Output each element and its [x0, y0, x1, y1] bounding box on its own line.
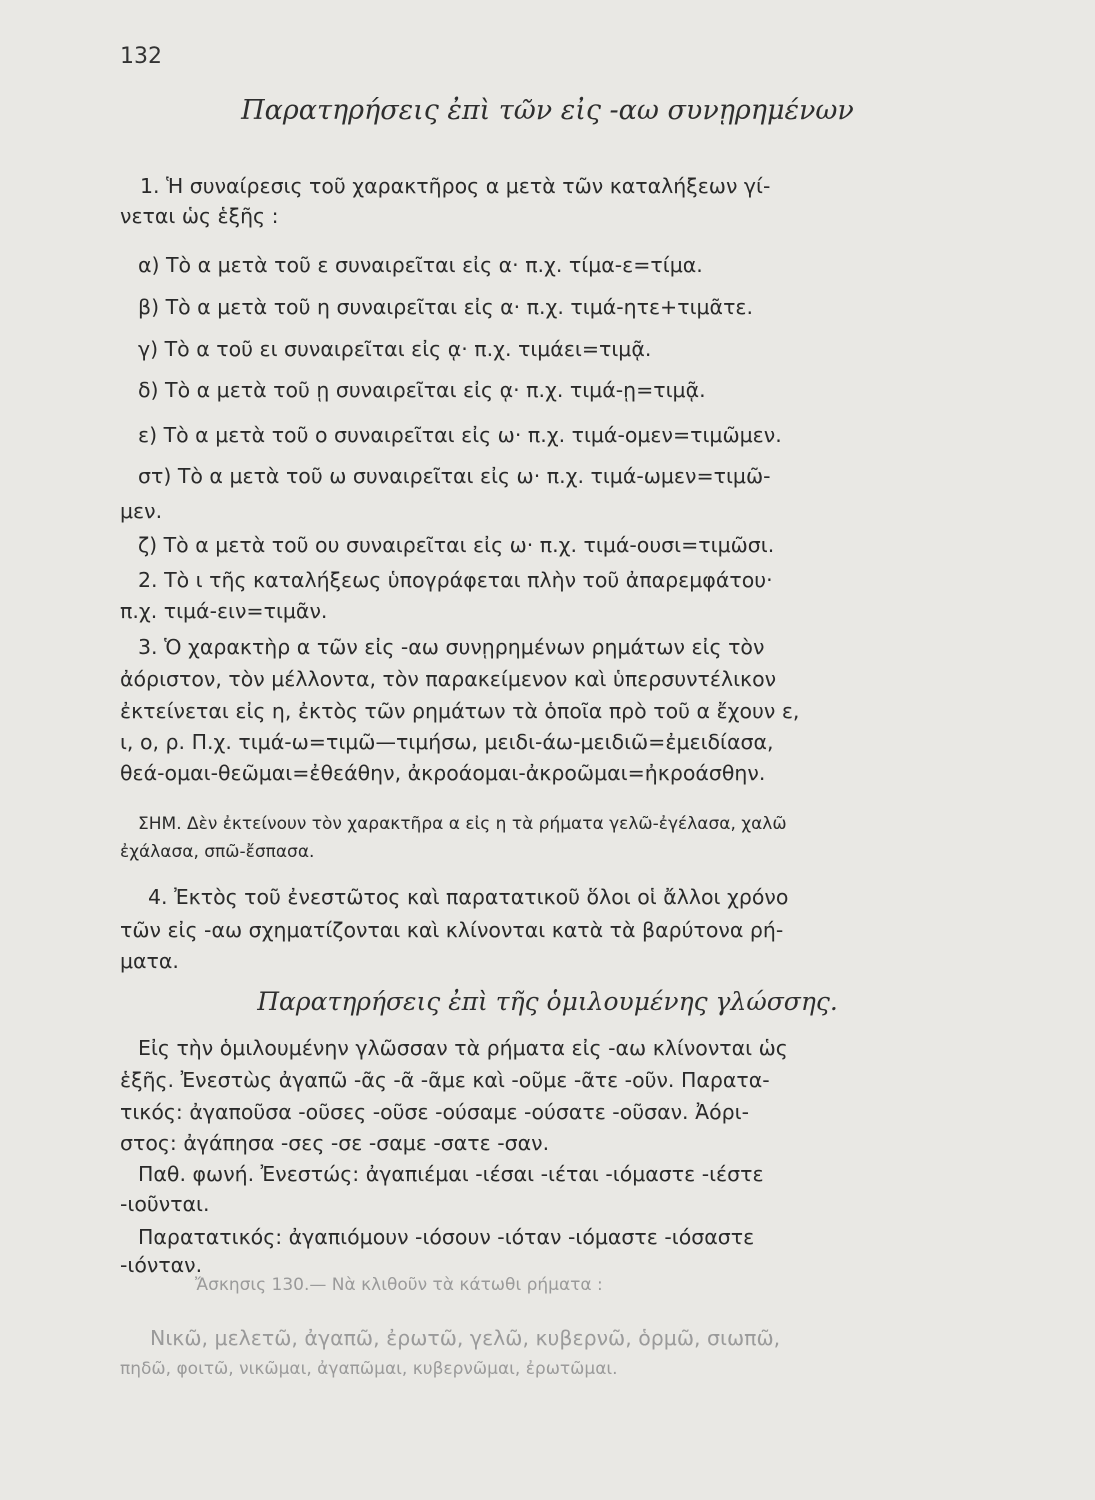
text-line: 2. Τὸ ι τῆς καταλήξεως ὑπογράφεται πλὴν τοῦ ἀπαρεμφάτου·	[138, 568, 773, 592]
note-line: ἐχάλασα, σπῶ-ἔσπασα.	[120, 842, 315, 862]
text-line: 3. Ὁ χαρακτὴρ α τῶν εἰς -αω συνῃρημένων ρημάτων εἰς τὸν	[138, 635, 765, 659]
text-line: ζ) Τὸ α μετὰ τοῦ ου συναιρεῖται εἰς ω· π.χ. τιμά-ουσι=τιμῶσι.	[138, 533, 775, 557]
text-line: Παρατατικός: ἀγαπιόμουν -ιόσουν -ιόταν -ιόμαστε -ιόσαστε	[138, 1225, 755, 1249]
text-line: -ιοῦνται.	[120, 1192, 210, 1216]
text-line: -ιόνταν.	[120, 1253, 203, 1277]
text-line: στ) Τὸ α μετὰ τοῦ ω συναιρεῖται εἰς ω· π.χ. τιμά-ωμεν=τιμῶ-	[138, 464, 771, 488]
text-line: ματα.	[120, 949, 179, 973]
text-line: γ) Τὸ α τοῦ ει συναιρεῖται εἰς ᾳ· π.χ. τιμάει=τιμᾷ.	[138, 337, 652, 361]
text-line: νεται ὡς ἑξῆς :	[120, 204, 279, 228]
text-line: 1. Ἡ συναίρεσις τοῦ χαρακτῆρος α μετὰ τῶν καταλήξεων γί-	[140, 174, 771, 198]
text-line: ἀόριστον, τὸν μέλλοντα, τὸν παρακείμενον καὶ ὑπερσυντέλικον	[120, 667, 777, 691]
text-line: στος: ἀγάπησα -σες -σε -σαμε -σατε -σαν.	[120, 1131, 550, 1155]
text-line: β) Τὸ α μετὰ τοῦ η συναιρεῖται εἰς α· π.χ. τιμά-ητε+τιμᾶτε.	[138, 295, 754, 319]
text-line: τῶν εἰς -αω σχηματίζονται καὶ κλίνονται κατὰ τὰ βαρύτονα ρή-	[120, 918, 784, 942]
text-line: ἐκτείνεται εἰς η, ἐκτὸς τῶν ρημάτων τὰ ὁποῖα πρὸ τοῦ α ἔχουν ε,	[120, 699, 800, 723]
text-line: π.χ. τιμά-ειν=τιμᾶν.	[120, 599, 328, 623]
exercise-line: Νικῶ, μελετῶ, ἀγαπῶ, ἐρωτῶ, γελῶ, κυβερνῶ, ὁρμῶ, σιωπῶ,	[150, 1326, 781, 1350]
page-number: 132	[120, 44, 162, 69]
text-line: ε) Τὸ α μετὰ τοῦ ο συναιρεῖται εἰς ω· π.χ. τιμά-ομεν=τιμῶμεν.	[138, 423, 782, 447]
section-heading-contract-verbs: Παρατηρήσεις ἐπὶ τῶν εἰς -αω συνῃρημένων	[241, 95, 854, 126]
text-line: τικός: ἀγαποῦσα -οῦσες -οῦσε -ούσαμε -ούσατε -οῦσαν. Ἀόρι-	[120, 1100, 749, 1124]
text-line: 4. Ἐκτὸς τοῦ ἐνεστῶτος καὶ παρατατικοῦ ὅλοι οἱ ἄλλοι χρόνο	[148, 885, 789, 909]
text-line: Παθ. φωνή. Ἐνεστώς: ἀγαπιέμαι -ιέσαι -ιέται -ιόμαστε -ιέστε	[138, 1162, 764, 1186]
section-heading-spoken-language: Παρατηρήσεις ἐπὶ τῆς ὁμιλουμένης γλώσσης.	[257, 987, 838, 1016]
text-line: ι, ο, ρ. Π.χ. τιμά-ω=τιμῶ—τιμήσω, μειδι-άω-μειδιῶ=ἐμειδίασα,	[120, 730, 774, 754]
exercise-line: πηδῶ, φοιτῶ, νικῶμαι, ἀγαπῶμαι, κυβερνῶμαι, ἐρωτῶμαι.	[120, 1359, 618, 1379]
note-line: ΣΗΜ. Δὲν ἐκτείνουν τὸν χαρακτῆρα α εἰς η τὰ ρήματα γελῶ-ἐγέλασα, χαλῶ	[138, 814, 787, 834]
text-line: μεν.	[120, 499, 163, 523]
text-line: θεά-ομαι-θεῶμαι=ἐθεάθην, ἀκροάομαι-ἀκροῶμαι=ἠκροάσθην.	[120, 761, 766, 785]
text-line: ἑξῆς. Ἐνεστὼς ἀγαπῶ -ᾶς -ᾶ -ᾶμε καὶ -οῦμε -ᾶτε -οῦν. Παρατα-	[120, 1068, 770, 1092]
text-line: Εἰς τὴν ὁμιλουμένην γλῶσσαν τὰ ρήματα εἰς -αω κλίνονται ὡς	[138, 1036, 788, 1060]
text-line: α) Τὸ α μετὰ τοῦ ε συναιρεῖται εἰς α· π.χ. τίμα-ε=τίμα.	[138, 253, 703, 277]
exercise-title: Ἄσκησις 130.— Νὰ κλιθοῦν τὰ κάτωθι ρήματα :	[195, 1275, 603, 1295]
text-line: δ) Τὸ α μετὰ τοῦ ῃ συναιρεῖται εἰς ᾳ· π.χ. τιμά-ῃ=τιμᾷ.	[138, 378, 706, 402]
